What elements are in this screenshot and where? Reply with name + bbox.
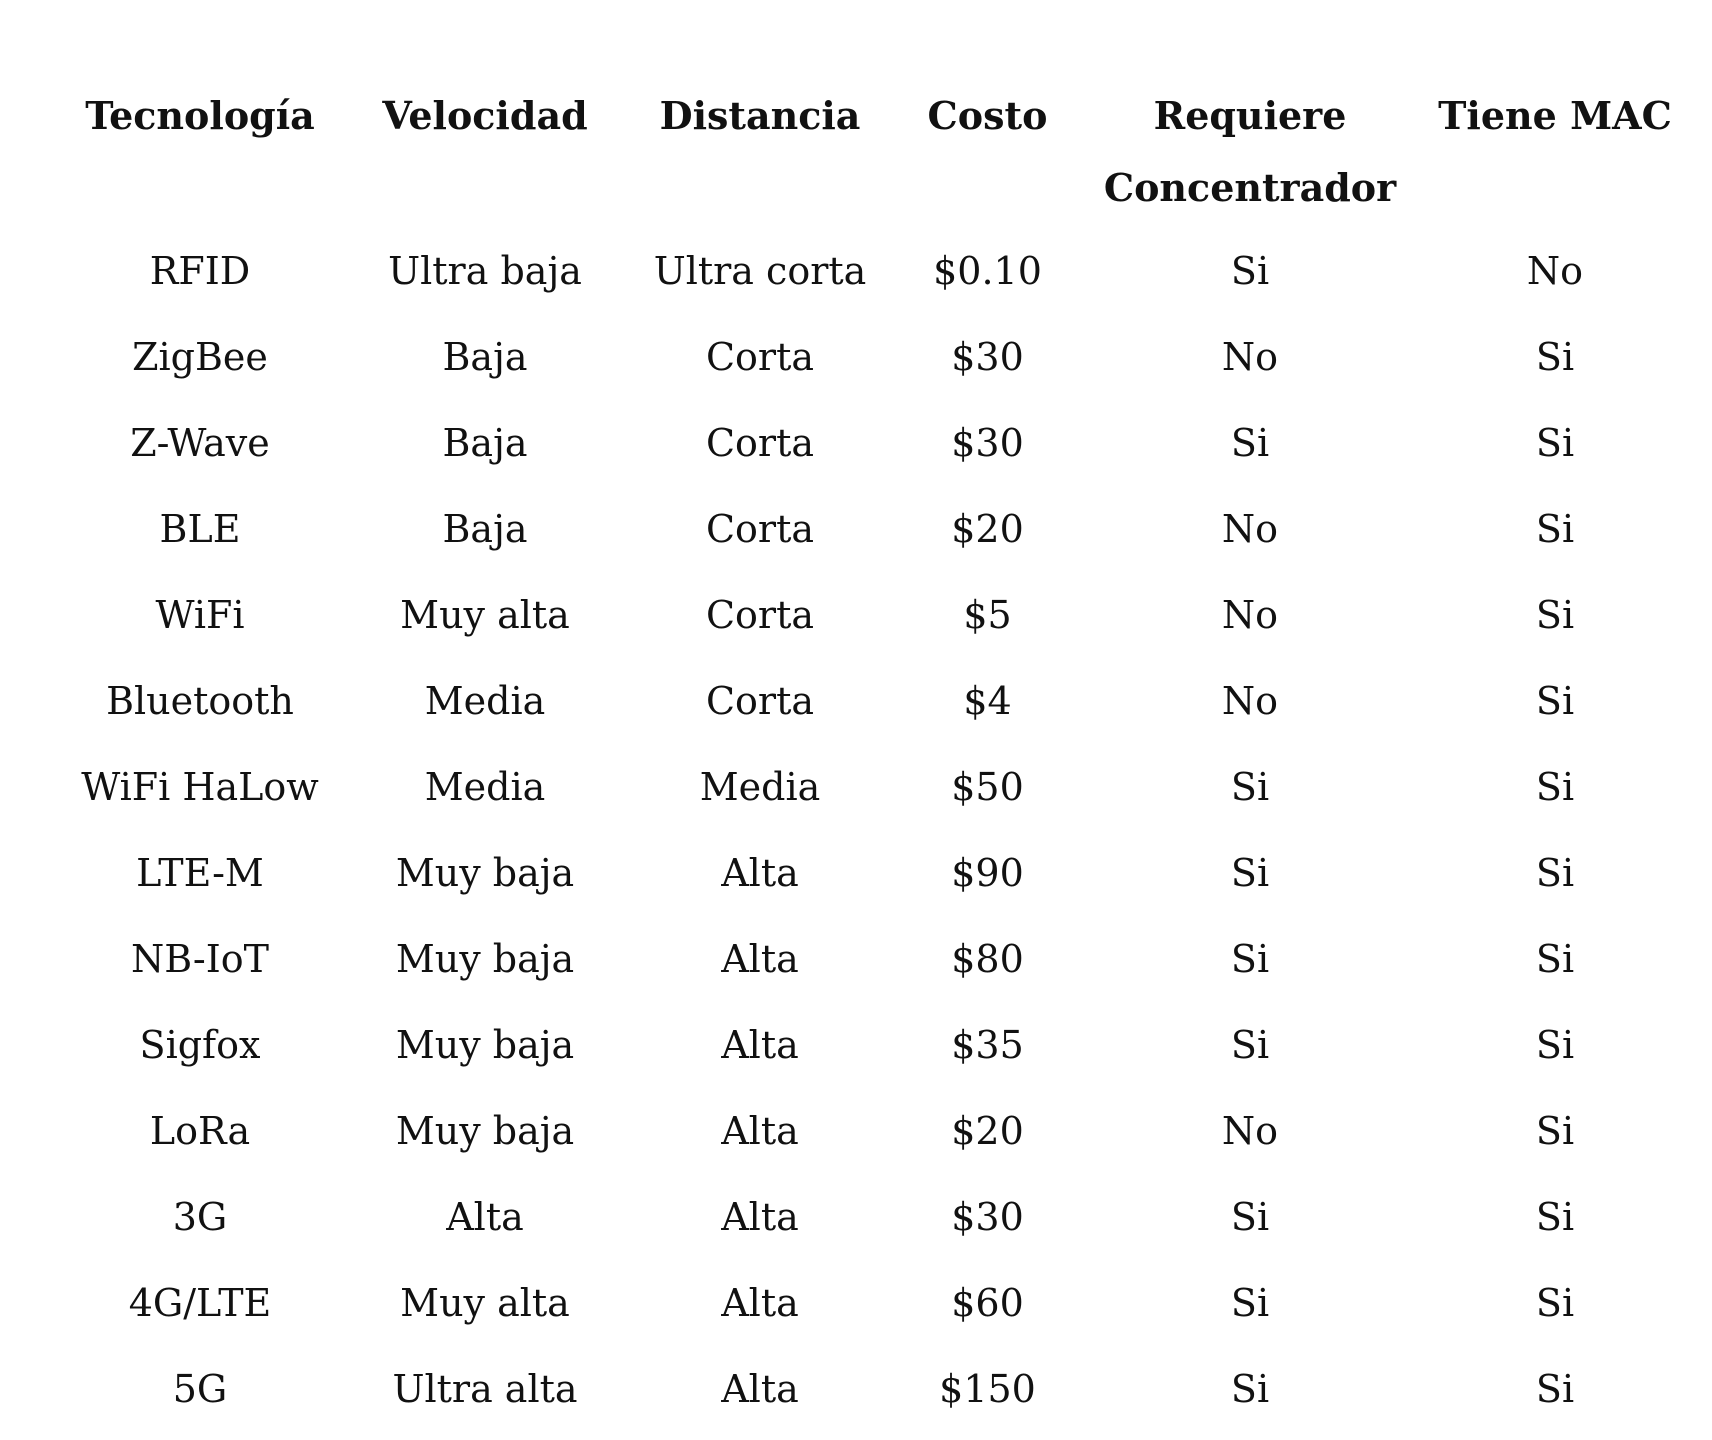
cell-requiere-concentrador: Si	[1230, 421, 1270, 465]
cell-requiere-concentrador: Si	[1230, 249, 1270, 293]
cell-distancia: Ultra corta	[653, 249, 867, 293]
header-requiere-line2: Concentrador	[1103, 165, 1397, 210]
cell-tiene-mac: Si	[1535, 421, 1575, 465]
table-row	[0, 1260, 1712, 1346]
cell-velocidad: Muy baja	[395, 1023, 575, 1067]
cell-tiene-mac: Si	[1535, 1195, 1575, 1239]
cell-velocidad: Muy baja	[395, 851, 575, 895]
cell-velocidad: Media	[424, 765, 546, 809]
cell-requiere-concentrador: Si	[1230, 1023, 1270, 1067]
cell-tecnologia: 3G	[172, 1195, 228, 1239]
cell-distancia: Alta	[721, 1109, 799, 1153]
cell-tiene-mac: Si	[1535, 1109, 1575, 1153]
cell-tiene-mac: Si	[1535, 679, 1575, 723]
cell-tiene-mac: Si	[1535, 335, 1575, 379]
table-header-row	[0, 0, 1712, 220]
table-row	[0, 1088, 1712, 1174]
cell-velocidad: Baja	[442, 507, 528, 551]
cell-velocidad: Baja	[442, 335, 528, 379]
cell-requiere-concentrador: No	[1221, 507, 1279, 551]
cell-requiere-concentrador: Si	[1230, 1281, 1270, 1325]
header-tecnologia: Tecnología	[85, 93, 315, 138]
cell-velocidad: Muy baja	[395, 937, 575, 981]
cell-tecnologia: Sigfox	[139, 1023, 261, 1067]
cell-tecnologia: ZigBee	[132, 335, 268, 379]
table-row	[0, 1174, 1712, 1260]
cell-costo: $0.10	[933, 249, 1042, 293]
cell-velocidad: Media	[424, 679, 546, 723]
cell-costo: $30	[951, 335, 1024, 379]
table-row	[0, 572, 1712, 658]
cell-distancia: Corta	[705, 679, 815, 723]
table-row	[0, 658, 1712, 744]
cell-tecnologia: RFID	[149, 249, 251, 293]
cell-requiere-concentrador: No	[1221, 335, 1279, 379]
header-requiere-concentrador	[1090, 80, 1410, 224]
cell-costo: $20	[951, 507, 1024, 551]
cell-tiene-mac: Si	[1535, 1281, 1575, 1325]
cell-tecnologia: LoRa	[149, 1109, 251, 1153]
cell-distancia: Alta	[721, 1367, 799, 1411]
cell-requiere-concentrador: Si	[1230, 1195, 1270, 1239]
header-requiere-line1: Requiere	[1153, 93, 1347, 138]
table-row	[0, 314, 1712, 400]
cell-tecnologia: LTE-M	[136, 851, 264, 895]
cell-distancia: Alta	[721, 937, 799, 981]
table-row	[0, 916, 1712, 1002]
cell-tiene-mac: Si	[1535, 593, 1575, 637]
table-row	[0, 744, 1712, 830]
cell-distancia: Corta	[705, 593, 815, 637]
table-row	[0, 400, 1712, 486]
cell-requiere-concentrador: Si	[1230, 937, 1270, 981]
cell-tecnologia: WiFi	[155, 593, 245, 637]
table-row	[0, 1346, 1712, 1432]
cell-requiere-concentrador: Si	[1230, 851, 1270, 895]
cell-costo: $60	[951, 1281, 1024, 1325]
cell-costo: $150	[939, 1367, 1036, 1411]
cell-velocidad: Muy alta	[400, 1281, 570, 1325]
cell-distancia: Corta	[705, 335, 815, 379]
cell-costo: $50	[951, 765, 1024, 809]
cell-distancia: Media	[699, 765, 821, 809]
cell-tiene-mac: No	[1526, 249, 1584, 293]
cell-tiene-mac: Si	[1535, 507, 1575, 551]
cell-tecnologia: WiFi HaLow	[81, 765, 319, 809]
cell-costo: $4	[963, 679, 1012, 723]
cell-costo: $5	[963, 593, 1012, 637]
cell-tiene-mac: Si	[1535, 937, 1575, 981]
cell-tecnologia: Bluetooth	[106, 679, 294, 723]
cell-costo: $30	[951, 421, 1024, 465]
cell-distancia: Alta	[721, 1023, 799, 1067]
cell-velocidad: Muy baja	[395, 1109, 575, 1153]
cell-requiere-concentrador: No	[1221, 1109, 1279, 1153]
cell-velocidad: Muy alta	[400, 593, 570, 637]
cell-costo: $80	[951, 937, 1024, 981]
cell-velocidad: Ultra baja	[388, 249, 582, 293]
header-velocidad: Velocidad	[382, 93, 588, 138]
header-costo: Costo	[927, 93, 1048, 138]
cell-distancia: Alta	[721, 1195, 799, 1239]
cell-tecnologia: BLE	[159, 507, 241, 551]
table-row	[0, 486, 1712, 572]
header-tiene-mac: Tiene MAC	[1438, 93, 1672, 138]
cell-tiene-mac: Si	[1535, 851, 1575, 895]
cell-tiene-mac: Si	[1535, 765, 1575, 809]
header-distancia: Distancia	[659, 93, 861, 138]
cell-tecnologia: Z-Wave	[130, 421, 270, 465]
cell-requiere-concentrador: Si	[1230, 765, 1270, 809]
cell-distancia: Alta	[721, 1281, 799, 1325]
cell-tiene-mac: Si	[1535, 1367, 1575, 1411]
cell-tecnologia: 4G/LTE	[128, 1281, 272, 1325]
cell-requiere-concentrador: No	[1221, 679, 1279, 723]
cell-distancia: Alta	[721, 851, 799, 895]
cell-requiere-concentrador: No	[1221, 593, 1279, 637]
table-row	[0, 228, 1712, 314]
cell-velocidad: Alta	[446, 1195, 524, 1239]
table-row	[0, 830, 1712, 916]
cell-tecnologia: 5G	[172, 1367, 228, 1411]
cell-velocidad: Baja	[442, 421, 528, 465]
cell-costo: $35	[951, 1023, 1024, 1067]
cell-tecnologia: NB-IoT	[131, 937, 269, 981]
cell-costo: $30	[951, 1195, 1024, 1239]
cell-costo: $90	[951, 851, 1024, 895]
cell-distancia: Corta	[705, 507, 815, 551]
table-row	[0, 1002, 1712, 1088]
cell-requiere-concentrador: Si	[1230, 1367, 1270, 1411]
cell-costo: $20	[951, 1109, 1024, 1153]
cell-velocidad: Ultra alta	[392, 1367, 578, 1411]
cell-distancia: Corta	[705, 421, 815, 465]
cell-tiene-mac: Si	[1535, 1023, 1575, 1067]
